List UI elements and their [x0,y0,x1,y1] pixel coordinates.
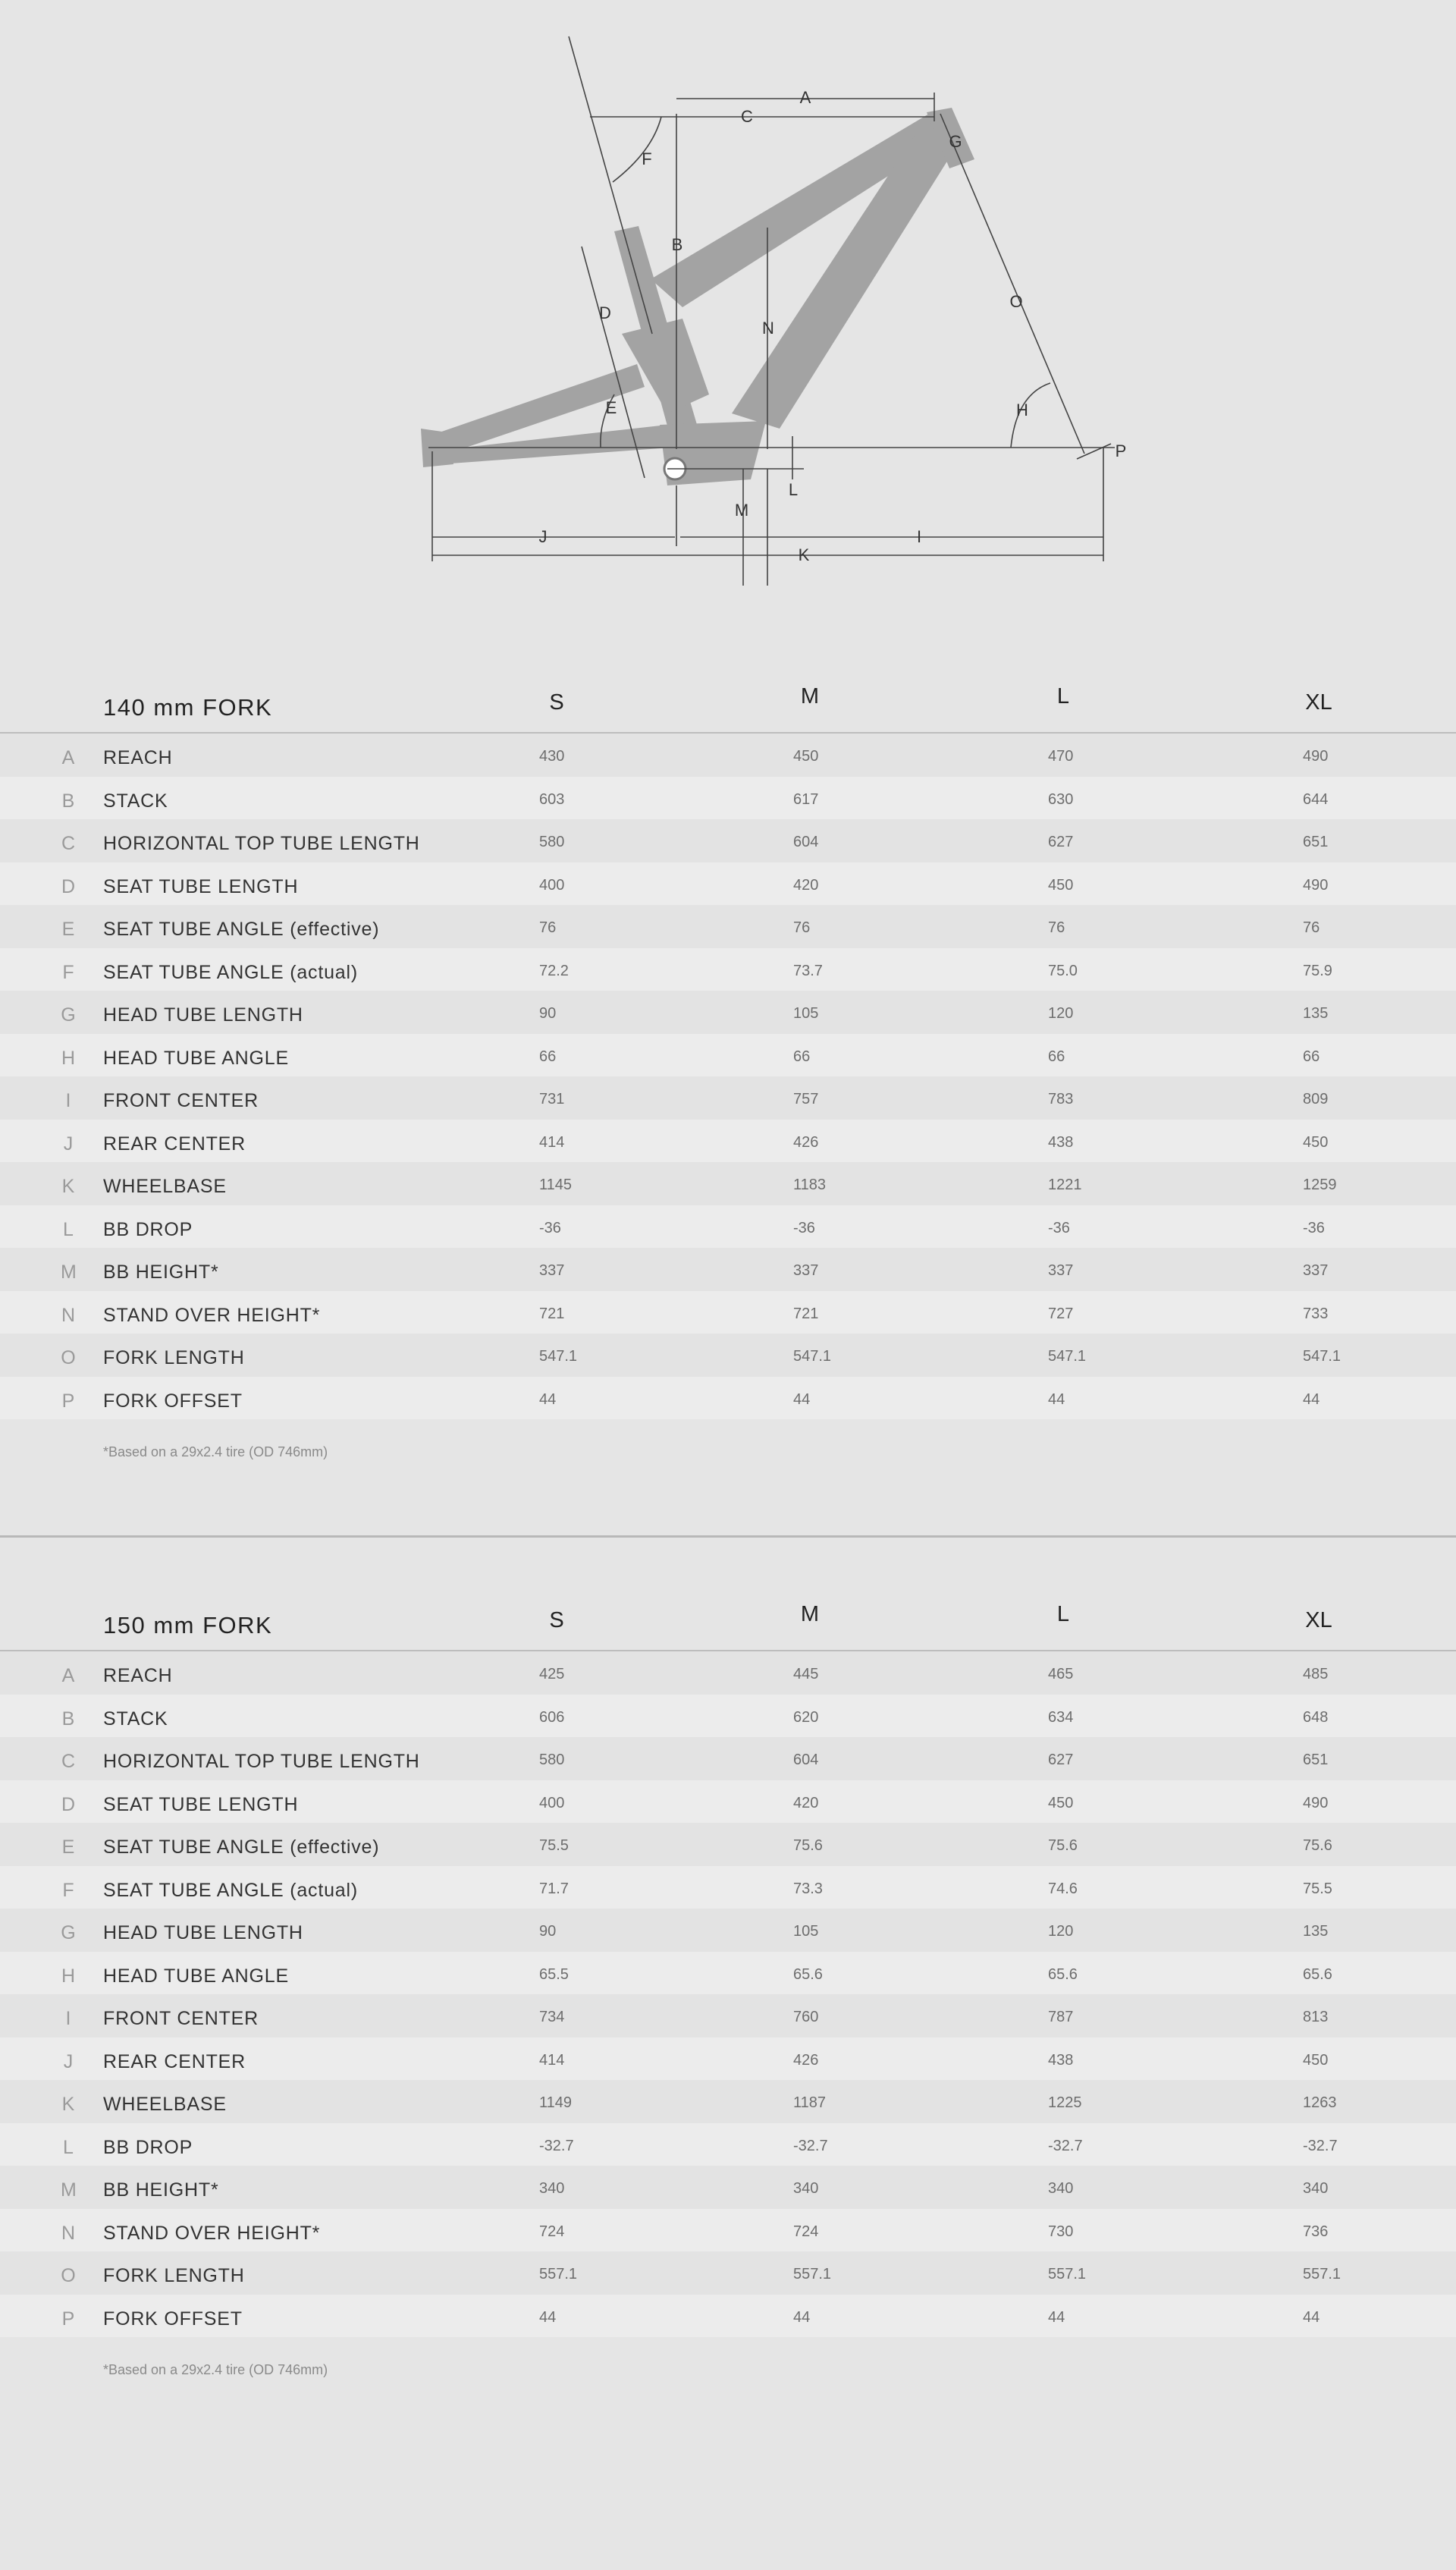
row-letter: C [61,1751,76,1772]
row-value-xl: 1263 [1303,2094,1337,2111]
row-value-l: 337 [1048,1262,1074,1279]
row-value-s: 65.5 [539,1965,569,1983]
row-letter: B [61,790,75,812]
row-value-xl: 648 [1303,1708,1329,1726]
row-value-m: 604 [793,1752,819,1768]
row-label: HEAD TUBE ANGLE [103,1965,289,1987]
row-value-l: 727 [1048,1305,1074,1322]
row-value-s: 400 [539,1794,565,1811]
table-row [0,1695,1456,1738]
table-row [0,734,1456,777]
geometry-rows [0,734,1456,1419]
row-value-s: 44 [539,1390,557,1408]
row-letter: M [61,2179,77,2201]
table-row [0,1205,1456,1249]
row-letter: A [61,1665,75,1686]
row-label: REACH [103,1665,173,1686]
row-value-l: 120 [1048,1005,1074,1022]
row-label: SEAT TUBE ANGLE (actual) [103,961,358,983]
size-header-xl: XL [1305,1608,1332,1632]
row-label: REAR CENTER [103,2050,246,2072]
row-value-m: 547.1 [793,1348,832,1365]
row-value-xl: 490 [1303,876,1329,894]
row-value-l: 74.6 [1048,1880,1078,1897]
row-value-xl: 733 [1303,1305,1329,1322]
row-label: BB HEIGHT* [103,2179,219,2201]
row-value-s: 580 [539,1752,565,1768]
row-value-l: 66 [1048,1048,1065,1065]
row-value-xl: 450 [1303,2051,1329,2069]
row-value-l: 438 [1048,1133,1074,1151]
row-value-l: 75.6 [1048,1837,1078,1854]
table-row [0,1162,1456,1205]
row-value-xl: 76 [1303,919,1320,936]
dim-label-e: E [605,398,617,417]
row-value-xl: 44 [1303,2308,1320,2326]
row-label: REACH [103,747,173,768]
row-value-s: 1145 [539,1177,573,1193]
row-value-s: 340 [539,2180,565,2197]
row-value-s: 90 [539,1923,557,1940]
row-value-m: -36 [793,1219,815,1236]
row-letter: L [63,2136,74,2158]
row-value-s: 76 [539,919,557,936]
row-letter: H [61,1047,76,1069]
dim-label-d: D [599,303,611,322]
row-value-s: 1149 [539,2094,573,2111]
row-value-xl: 337 [1303,1262,1329,1279]
row-label: HEAD TUBE ANGLE [103,1047,289,1069]
row-letter: J [63,2050,74,2072]
row-value-s: 66 [539,1048,557,1065]
row-letter: I [65,1090,71,1111]
row-label: FORK OFFSET [103,1390,243,1412]
table-row [0,1291,1456,1334]
row-label: FRONT CENTER [103,2008,259,2029]
row-label: SEAT TUBE ANGLE (effective) [103,1836,380,1858]
row-value-l: 730 [1048,2223,1074,2240]
table-row [0,1248,1456,1291]
row-label: HORIZONTAL TOP TUBE LENGTH [103,1751,420,1772]
row-value-m: -32.7 [793,2137,828,2154]
row-value-l: 634 [1048,1708,1074,1726]
row-value-m: 75.6 [793,1837,823,1854]
row-value-s: 721 [539,1305,565,1322]
table-row [0,2166,1456,2209]
row-value-m: 105 [793,1923,819,1940]
row-letter: N [61,2222,76,2244]
table-row [0,2123,1456,2166]
row-label: STAND OVER HEIGHT* [103,2222,321,2244]
footnote: *Based on a 29x2.4 tire (OD 746mm) [103,2362,328,2377]
row-letter: K [61,2094,75,2115]
row-letter: J [63,1133,74,1155]
row-label: WHEELBASE [103,2094,227,2115]
row-value-m: 73.7 [793,962,823,979]
row-label: STAND OVER HEIGHT* [103,1304,321,1326]
row-label: STACK [103,790,168,812]
row-value-xl: 490 [1303,1794,1329,1811]
row-label: BB DROP [103,2136,193,2158]
row-value-l: 465 [1048,1666,1074,1682]
row-label: FORK LENGTH [103,1347,245,1368]
row-value-l: 783 [1048,1091,1074,1107]
row-letter: F [62,1879,74,1901]
row-value-l: 1221 [1048,1177,1082,1193]
table-row [0,1737,1456,1780]
row-value-xl: 135 [1303,1923,1329,1940]
table-row [0,1034,1456,1077]
row-value-s: 75.5 [539,1837,569,1854]
row-value-xl: 75.5 [1303,1880,1332,1897]
row-value-s: 414 [539,2051,565,2069]
row-value-l: 547.1 [1048,1348,1087,1365]
row-value-xl: 557.1 [1303,2266,1341,2283]
dim-label-c: C [741,107,753,126]
row-value-m: 420 [793,876,819,894]
row-value-xl: 644 [1303,790,1329,808]
table-row [0,2251,1456,2295]
row-value-m: 426 [793,1133,819,1151]
row-value-m: 420 [793,1794,819,1811]
row-value-m: 620 [793,1708,819,1726]
size-header-l: L [1056,684,1070,708]
row-letter: L [63,1218,74,1240]
row-value-l: 438 [1048,2051,1074,2069]
row-value-l: 557.1 [1048,2266,1087,2283]
row-letter: D [61,1793,76,1815]
row-label: SEAT TUBE ANGLE (actual) [103,1879,358,1901]
row-value-s: -32.7 [539,2137,574,2154]
frame-geometry-diagram [0,0,1456,607]
row-value-m: 445 [793,1666,819,1682]
row-value-s: 606 [539,1708,565,1726]
row-value-m: 757 [793,1091,819,1107]
row-value-m: 337 [793,1262,819,1279]
row-value-xl: 66 [1303,1048,1320,1065]
table-row [0,1334,1456,1377]
row-value-m: 1183 [793,1177,827,1193]
row-value-xl: 135 [1303,1005,1329,1022]
row-value-xl: 809 [1303,1091,1329,1107]
dimension-lines [428,36,1115,586]
table-row [0,819,1456,862]
row-value-s: 724 [539,2223,565,2240]
row-value-xl: 736 [1303,2223,1329,2240]
row-value-l: 65.6 [1048,1965,1078,1983]
table-row [0,2080,1456,2123]
row-value-xl: 75.9 [1303,962,1332,979]
row-value-xl: 490 [1303,748,1329,765]
dim-label-o: O [1009,292,1023,311]
row-label: FRONT CENTER [103,1090,259,1111]
table-row [0,1952,1456,1995]
row-letter: A [61,747,75,768]
section-title: 150 mm FORK [103,1612,273,1638]
row-value-l: 627 [1048,834,1074,850]
row-label: FORK OFFSET [103,2308,243,2330]
table-row [0,1909,1456,1952]
row-value-m: 66 [793,1048,811,1065]
row-value-s: -36 [539,1219,561,1236]
row-value-xl: -32.7 [1303,2137,1338,2154]
row-value-xl: -36 [1303,1219,1325,1236]
row-value-l: 340 [1048,2180,1074,2197]
row-letter: H [61,1965,76,1987]
dim-label-l: L [788,480,799,499]
row-value-m: 73.3 [793,1880,823,1897]
row-value-s: 44 [539,2308,557,2326]
table-row [0,905,1456,948]
row-label: STACK [103,1708,168,1730]
row-label: BB DROP [103,1218,193,1240]
row-value-m: 426 [793,2051,819,2069]
row-value-s: 337 [539,1262,565,1279]
row-value-m: 450 [793,748,819,765]
row-value-l: -32.7 [1048,2137,1083,2154]
row-value-s: 425 [539,1666,565,1682]
row-value-s: 72.2 [539,962,569,979]
row-value-l: 44 [1048,2308,1065,2326]
row-value-m: 105 [793,1005,819,1022]
row-value-s: 400 [539,876,565,894]
row-value-m: 721 [793,1305,819,1322]
row-value-s: 557.1 [539,2266,578,2283]
row-value-s: 547.1 [539,1348,578,1365]
table-row [0,2295,1456,2338]
table-row [0,1780,1456,1824]
dim-label-f: F [642,149,652,168]
row-value-s: 580 [539,834,565,850]
size-header-m: M [800,684,820,708]
dim-label-n: N [762,319,774,338]
row-value-m: 1187 [793,2094,827,2111]
row-letter: C [61,833,76,854]
row-value-xl: 651 [1303,1752,1329,1768]
row-label: REAR CENTER [103,1133,246,1155]
dim-label-a: A [799,88,811,107]
row-value-s: 414 [539,1133,565,1151]
row-label: SEAT TUBE LENGTH [103,875,299,897]
row-letter: E [61,1836,75,1858]
row-letter: O [61,1347,76,1368]
row-label: FORK LENGTH [103,2265,245,2286]
row-value-m: 44 [793,1390,811,1408]
row-value-xl: 813 [1303,2009,1329,2025]
row-letter: M [61,1261,77,1283]
dim-label-p: P [1115,441,1127,460]
row-value-xl: 450 [1303,1133,1329,1151]
row-value-m: 340 [793,2180,819,2197]
row-label: HEAD TUBE LENGTH [103,1004,303,1026]
row-letter: E [61,919,75,940]
row-value-l: 75.0 [1048,962,1078,979]
dim-label-i: I [916,527,922,546]
row-value-s: 603 [539,790,565,808]
table-row [0,1866,1456,1909]
table-row [0,1994,1456,2037]
row-label: HEAD TUBE LENGTH [103,1922,303,1943]
row-value-l: 1225 [1048,2094,1082,2111]
row-value-l: 787 [1048,2009,1074,2025]
table-row [0,991,1456,1034]
dim-label-h: H [1016,401,1028,419]
table-row [0,1120,1456,1163]
row-letter: G [61,1922,76,1943]
row-letter: K [61,1176,75,1197]
table-row [0,2209,1456,2252]
row-value-l: 120 [1048,1923,1074,1940]
row-letter: N [61,1304,76,1326]
row-value-l: 44 [1048,1390,1065,1408]
row-letter: O [61,2265,76,2286]
row-value-xl: 651 [1303,834,1329,850]
bike-frame-silhouette [421,108,974,485]
row-label: SEAT TUBE LENGTH [103,1793,299,1815]
table-row [0,862,1456,906]
row-value-m: 724 [793,2223,819,2240]
row-label: SEAT TUBE ANGLE (effective) [103,919,380,940]
table-header [0,1601,1456,1651]
row-value-l: 470 [1048,748,1074,765]
row-label: HORIZONTAL TOP TUBE LENGTH [103,833,420,854]
row-letter: I [65,2008,71,2029]
table-row [0,1076,1456,1120]
row-value-m: 604 [793,834,819,850]
row-value-s: 731 [539,1091,565,1107]
row-value-m: 76 [793,919,811,936]
row-value-l: -36 [1048,1219,1070,1236]
table-row [0,948,1456,991]
row-value-xl: 1259 [1303,1177,1337,1193]
row-value-l: 450 [1048,1794,1074,1811]
row-letter: B [61,1708,75,1730]
row-value-l: 627 [1048,1752,1074,1768]
table-row [0,2037,1456,2081]
row-letter: D [61,875,76,897]
table-row [0,777,1456,820]
row-value-l: 630 [1048,790,1074,808]
table-row [0,1651,1456,1695]
row-value-xl: 75.6 [1303,1837,1332,1854]
size-header-m: M [800,1602,820,1626]
row-value-xl: 65.6 [1303,1965,1332,1983]
dim-label-m: M [734,501,749,520]
row-value-l: 76 [1048,919,1065,936]
row-value-s: 90 [539,1005,557,1022]
row-value-m: 760 [793,2009,819,2025]
row-value-xl: 44 [1303,1390,1320,1408]
footnote: *Based on a 29x2.4 tire (OD 746mm) [103,1444,328,1459]
geometry-rows [0,1651,1456,2337]
row-letter: P [61,1390,75,1412]
table-header [0,683,1456,733]
section-title: 140 mm FORK [103,694,273,721]
row-label: BB HEIGHT* [103,1261,219,1283]
row-value-xl: 340 [1303,2180,1329,2197]
size-header-s: S [549,1608,564,1632]
size-header-s: S [549,690,564,715]
dim-label-b: B [671,235,683,254]
size-header-l: L [1056,1602,1070,1626]
row-letter: F [62,961,74,983]
row-letter: G [61,1004,76,1026]
row-value-s: 734 [539,2009,565,2025]
row-value-xl: 485 [1303,1666,1329,1682]
row-value-m: 557.1 [793,2266,832,2283]
table-row [0,1823,1456,1866]
row-value-m: 617 [793,790,819,808]
dim-label-j: J [538,527,548,546]
row-value-s: 430 [539,748,565,765]
dim-label-k: K [798,545,810,564]
row-label: WHEELBASE [103,1176,227,1197]
section-divider [0,1535,1456,1538]
size-header-xl: XL [1305,690,1332,715]
row-value-xl: 547.1 [1303,1348,1341,1365]
row-letter: P [61,2308,75,2330]
row-value-m: 44 [793,2308,811,2326]
row-value-m: 65.6 [793,1965,823,1983]
row-value-l: 450 [1048,876,1074,894]
table-row [0,1377,1456,1420]
row-value-s: 71.7 [539,1880,569,1897]
dim-label-g: G [949,132,962,151]
